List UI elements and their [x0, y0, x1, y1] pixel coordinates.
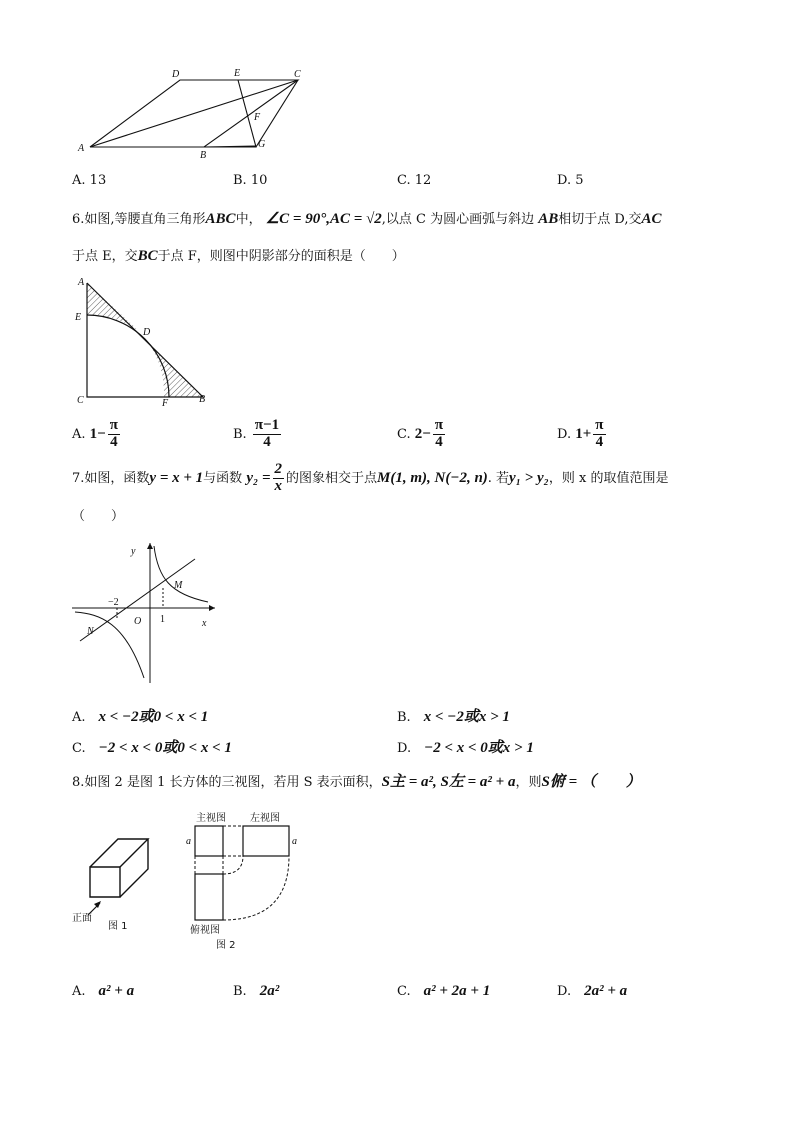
- q7-stem-line2: （ ）: [72, 509, 125, 524]
- q8-cuboid-figure-1: [70, 815, 170, 935]
- q8-option-c: C. a² + 2a + 1: [397, 983, 491, 999]
- q5-label-a: A: [78, 143, 85, 154]
- q7-label-neg2: −2: [108, 597, 119, 608]
- q6-label-e: E: [75, 312, 82, 323]
- q5-label-c: C: [294, 69, 301, 80]
- q6-label-f: F: [162, 398, 169, 409]
- q5-label-f: F: [254, 112, 261, 123]
- q6-triangle-figure: [70, 275, 215, 410]
- q7-label-one: 1: [160, 614, 165, 625]
- q8-three-views-figure-2: [182, 808, 302, 953]
- q7-option-a: A. x < −2或0 < x < 1: [72, 709, 209, 725]
- q8-option-b: B. 2a²: [233, 983, 280, 999]
- q6-label-c: C: [77, 395, 84, 406]
- q8-label-a-left: a: [186, 836, 191, 847]
- q7-label-y: y: [131, 546, 136, 557]
- q5-label-g: G: [258, 139, 266, 150]
- q7-option-c: C. −2 < x < 0或0 < x < 1: [72, 740, 232, 756]
- q5-option-c: C. 12: [397, 173, 432, 188]
- q7-label-o: O: [134, 616, 142, 627]
- q6-option-a: A. 1− $\frac{\pi}{4}$: [72, 417, 118, 450]
- q5-option-b: B. 10: [233, 173, 268, 188]
- q6-option-d: D. 1+ $\frac{\pi}{4}$: [557, 417, 604, 450]
- q8-label-top-view: 俯视图: [190, 925, 220, 936]
- q8-stem: 8.如图 2 是图 1 长方体的三视图，若用 S 表示面积，S主 = a², S左 = a² + a，则S俯 = （ ）: [72, 774, 641, 790]
- q6-stem-line2: 于点 E，交BC于点 F，则图中阴影部分的面积是（ ）: [72, 248, 405, 264]
- q6-label-d: D: [143, 327, 151, 338]
- q8-label-fig1: 图 1: [108, 921, 128, 932]
- q8-label-main-view: 主视图: [196, 813, 226, 824]
- q7-label-n: N: [87, 626, 94, 637]
- q8-label-left-view: 左视图: [250, 813, 280, 824]
- q5-parallelogram-figure: [70, 62, 320, 162]
- q7-stem-line1: 7.如图，函数y = x + 1与函数 y₂ = $\frac{2}{x}$ 的图象相交于点M(1, m), N(−2, n). 若y₁ > y₂，则 x 的取值范围是: [72, 461, 669, 494]
- q8-label-a-right: a: [292, 836, 297, 847]
- q5-label-e: E: [234, 68, 241, 79]
- q8-option-a: A. a² + a: [72, 983, 135, 999]
- q6-label-b: B: [199, 394, 206, 405]
- q7-function-graph: [70, 538, 220, 688]
- q5-option-a: A. 13: [72, 173, 107, 188]
- q7-label-x: x: [202, 618, 207, 629]
- q8-option-d: D. 2a² + a: [557, 983, 628, 999]
- q6-option-c: C. 2− $\frac{\pi}{4}$: [397, 417, 444, 450]
- q7-option-d: D. −2 < x < 0或x > 1: [397, 740, 534, 756]
- q6-option-b: B. $\frac{\pi-1}{4}$: [233, 417, 280, 450]
- q7-label-m: M: [174, 580, 183, 591]
- q8-label-front: 正面: [72, 913, 92, 924]
- q8-label-fig2: 图 2: [216, 940, 236, 951]
- q7-option-b: B. x < −2或x > 1: [397, 709, 510, 725]
- q6-label-a: A: [78, 277, 85, 288]
- q5-option-d: D. 5: [557, 173, 584, 188]
- q5-label-d: D: [172, 69, 180, 80]
- q6-stem-line1: 6.如图,等腰直角三角形ABC中， ∠C = 90°,AC = √2,以点 C 为圆心画弧与斜边 AB相切于点 D,交AC: [72, 211, 662, 227]
- q5-label-b: B: [200, 150, 207, 161]
